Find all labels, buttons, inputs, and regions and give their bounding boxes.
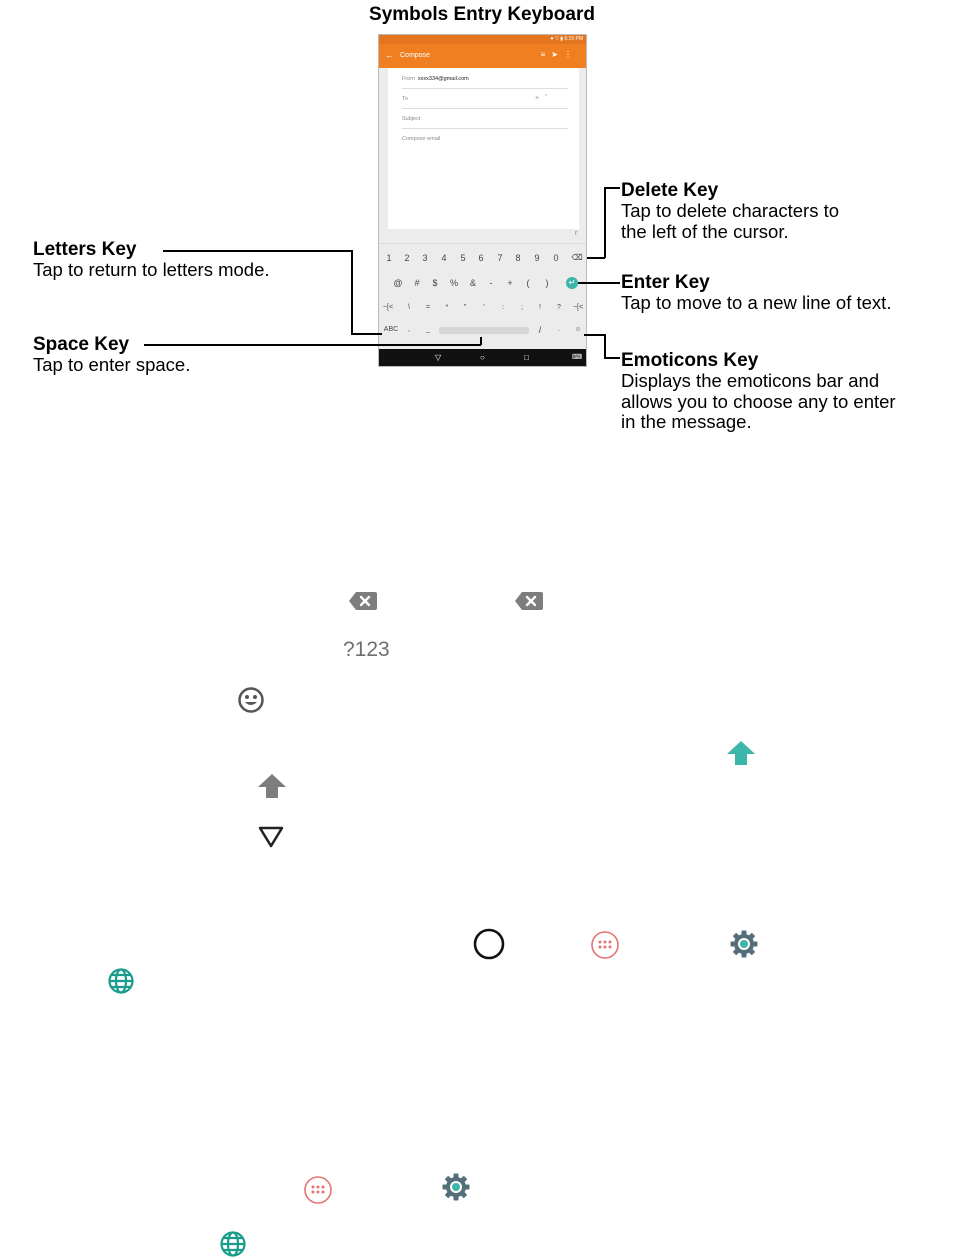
- space-key[interactable]: [439, 327, 529, 334]
- app-actions[interactable]: ≡➤⋮: [540, 50, 578, 59]
- callout-description: Tap to return to letters mode.: [33, 259, 270, 280]
- delete-key-callout: [621, 180, 839, 242]
- status-time: ♥ ▽ ▮ 6:15 PM: [550, 36, 583, 42]
- delete-key-icon: [514, 590, 544, 612]
- period-key[interactable]: .: [558, 326, 560, 333]
- key[interactable]: 6: [478, 253, 484, 263]
- callout-title: Enter Key: [621, 272, 710, 293]
- home-nav-icon[interactable]: ○: [480, 353, 485, 362]
- space-callout-line: [480, 337, 482, 345]
- key[interactable]: @: [393, 278, 403, 288]
- emoticons-callout-line: [604, 334, 606, 358]
- symbols-keyboard: [379, 229, 586, 349]
- key[interactable]: ": [463, 304, 467, 311]
- key[interactable]: 2: [404, 253, 410, 263]
- navigation-bar: [379, 349, 586, 367]
- key[interactable]: 1: [386, 253, 392, 263]
- symbol-row-1: [379, 273, 586, 293]
- delete-key-icon: [348, 590, 378, 612]
- emoticons-key-callout: [621, 350, 896, 433]
- enter-callout-line: [578, 282, 620, 284]
- key[interactable]: +: [507, 278, 513, 288]
- from-value: xxxx334@gmail.com: [417, 76, 469, 82]
- key[interactable]: (: [526, 278, 530, 288]
- key[interactable]: ~[<: [572, 304, 584, 311]
- callout-description: Tap to move to a new line of text.: [621, 292, 892, 313]
- from-label: From: [402, 76, 415, 82]
- letters-callout-line: [351, 250, 353, 334]
- back-nav-icon[interactable]: ▽: [435, 353, 442, 362]
- shift-active-icon: [726, 740, 756, 766]
- key[interactable]: ~[<: [382, 304, 394, 311]
- status-bar: [379, 35, 586, 44]
- comma-key[interactable]: ,: [408, 326, 410, 333]
- key[interactable]: 5: [460, 253, 466, 263]
- key[interactable]: 3: [422, 253, 428, 263]
- apps-icon: [303, 1175, 333, 1205]
- delete-callout-line: [587, 257, 605, 259]
- key[interactable]: \: [408, 304, 410, 311]
- key[interactable]: %: [449, 278, 458, 288]
- letters-key-callout: [33, 239, 270, 281]
- microphone-icon[interactable]: ᴦ: [575, 230, 578, 237]
- callout-title: Letters Key: [33, 239, 137, 260]
- add-contact-icon[interactable]: + ˇ: [535, 95, 548, 102]
- emoticons-callout-line: [604, 357, 620, 359]
- divider: [402, 108, 568, 109]
- figure-title: Symbols Entry Keyboard: [369, 4, 595, 25]
- delete-key-icon[interactable]: ⌫: [571, 253, 583, 262]
- callout-title: Delete Key: [621, 180, 719, 201]
- bottom-row: [379, 320, 586, 340]
- app-title: Compose: [400, 52, 430, 59]
- key[interactable]: 7: [497, 253, 503, 263]
- app-bar: [379, 44, 586, 68]
- settings-icon: [729, 929, 759, 959]
- callout-title: Space Key: [33, 334, 130, 355]
- shift-icon: [257, 773, 287, 799]
- enter-key-icon[interactable]: ↵: [566, 277, 578, 289]
- key[interactable]: 4: [441, 253, 447, 263]
- compose-email-field[interactable]: Compose email: [402, 136, 441, 142]
- key[interactable]: ': [483, 304, 485, 311]
- emoticon-icon: [237, 686, 265, 714]
- to-field[interactable]: To: [402, 96, 408, 102]
- key[interactable]: ): [545, 278, 549, 288]
- space-key-callout: [33, 334, 190, 376]
- key[interactable]: *: [445, 304, 449, 311]
- divider: [402, 88, 568, 89]
- divider: [402, 128, 568, 129]
- back-arrow-icon[interactable]: ←: [385, 50, 394, 60]
- callout-title: Emoticons Key: [621, 350, 759, 371]
- apps-icon: [590, 930, 620, 960]
- home-icon: [472, 927, 506, 961]
- suggestion-bar: [379, 229, 586, 244]
- key[interactable]: 9: [534, 253, 540, 263]
- letters-key[interactable]: ABC: [383, 326, 399, 333]
- key[interactable]: #: [414, 278, 420, 288]
- phone-screenshot: [378, 34, 587, 367]
- key[interactable]: &: [469, 278, 476, 288]
- key[interactable]: :: [502, 304, 504, 311]
- recents-nav-icon[interactable]: □: [524, 353, 529, 362]
- emoticons-callout-line: [584, 334, 605, 336]
- callout-description: Tap to delete characters to the left of the cursor.: [621, 200, 840, 242]
- key[interactable]: !: [539, 304, 541, 311]
- symbol-row-2: [379, 298, 586, 318]
- letters-callout-line: [351, 333, 382, 335]
- key[interactable]: $: [432, 278, 438, 288]
- compose-sheet: [388, 68, 579, 229]
- number-row: [379, 248, 586, 268]
- keyboard-switch-icon[interactable]: ⌨: [572, 354, 583, 361]
- callout-description: Tap to enter space.: [33, 354, 191, 375]
- from-row: [402, 76, 469, 82]
- key[interactable]: ;: [521, 304, 523, 311]
- globe-icon: [219, 1230, 247, 1258]
- key[interactable]: =: [425, 304, 431, 311]
- subject-field[interactable]: Subject: [402, 116, 421, 122]
- key[interactable]: -: [489, 278, 493, 288]
- emoticon-key-icon[interactable]: ☺: [574, 326, 582, 333]
- callout-description: Displays the emoticons bar and allows you to choose any to enter in the message.: [621, 370, 896, 432]
- globe-icon: [107, 967, 135, 995]
- delete-callout-line: [605, 187, 620, 189]
- settings-icon: [441, 1172, 471, 1202]
- key[interactable]: 8: [515, 253, 521, 263]
- symbols-key-label: ?123: [343, 638, 390, 661]
- hide-keyboard-icon: [257, 825, 285, 849]
- slash-key[interactable]: /: [538, 325, 542, 335]
- key[interactable]: ?: [557, 304, 561, 311]
- delete-callout-line: [604, 187, 606, 258]
- enter-key-callout: [621, 272, 891, 314]
- space-callout-line: [144, 344, 481, 346]
- key[interactable]: 0: [553, 253, 559, 263]
- underscore-key[interactable]: _: [426, 326, 430, 333]
